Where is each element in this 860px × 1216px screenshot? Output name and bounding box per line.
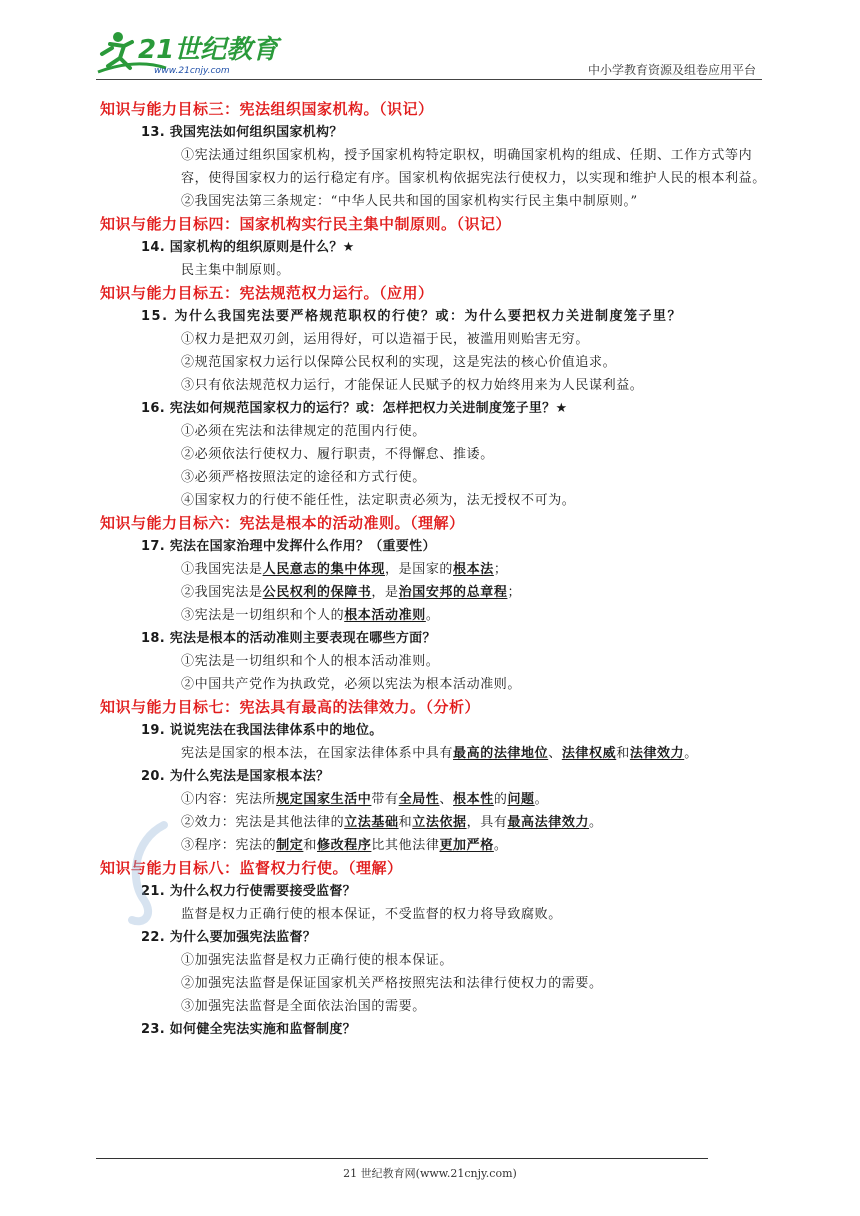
answer-line [100,558,770,581]
answer-line [100,903,770,926]
key-term: 根本性 [453,792,494,807]
section-title: 知识与能力目标七：宪法具有最高的法律效力。（分析） [100,698,481,716]
question: 20. 为什么宪法是国家根本法？ [141,769,330,784]
key-term: 根本法 [453,562,494,577]
footer-divider [96,1158,708,1159]
answer-text: ②加强宪法监督是保证国家机关严格按照宪法和法律行使权力的需要。 [181,976,603,991]
answer-line [100,581,770,604]
key-term: 公民权利的保障书 [262,585,372,600]
answer-text: ； [493,562,508,577]
answer-text: ，具有 [466,815,508,830]
section-title: 知识与能力目标八：监督权力行使。（理解） [100,859,403,877]
answer-text: 。 [425,608,440,623]
answer-line [100,351,770,374]
question: 23. 如何健全宪法实施和监督制度？ [141,1022,356,1037]
answer-text: ②规范国家权力运行以保障公民权利的实现，这是宪法的核心价值追求。 [181,355,617,370]
answer-line [100,190,770,213]
watermark-arrow-icon [124,820,174,930]
key-term: 治国安邦的总章程 [398,585,508,600]
logo-url: www.21cnjy.com [154,66,230,76]
answer-text: ③加强宪法监督是全面依法治国的需要。 [181,999,426,1014]
answer-line [100,328,770,351]
section-title: 知识与能力目标五：宪法规范权力运行。（应用） [100,284,434,302]
key-term: 问题 [507,792,535,807]
answer-text: ②我国宪法是 [181,585,263,600]
answer-text: ①宪法通过组织国家机构，授予国家机构特定职权，明确国家机构的组成、任期、工作方式等内容，使得国家权力的运行稳定有序。国家机构依据宪法行使权力，以实现和维护人民的根本利益。 [181,148,766,186]
answer-text: 监督是权力正确行使的根本保证，不受监督的权力将导致腐败。 [181,907,562,922]
key-term: 法律权威 [561,746,617,761]
answer-text: 。 [534,792,549,807]
answer-line [100,650,770,673]
logo-text: 21世纪教育 [138,35,279,65]
question: 16. 宪法如何规范国家权力的运行？或：怎样把权力关进制度笼子里？★ [141,401,568,416]
answer-line [100,788,770,811]
answer-text: 宪法是国家的根本法，在国家法律体系中具有 [181,746,454,761]
answer-text: ①必须在宪法和法律规定的范围内行使。 [181,424,426,439]
key-term: 法律效力 [629,746,685,761]
page-header [96,28,762,80]
key-term: 最高法律效力 [507,815,590,830]
answer-text: 比其他法律 [371,838,440,853]
answer-text: 、 [548,746,562,761]
answer-line [100,259,770,282]
answer-text: 和 [616,746,630,761]
answer-line [100,374,770,397]
document-body [100,98,770,1041]
answer-text: ①权力是把双刃剑，运用得好，可以造福于民，被滥用则贻害无穷。 [181,332,590,347]
answer-text: 、 [439,792,454,807]
answer-text: ①内容：宪法所 [181,792,277,807]
answer-text: ②我国宪法第三条规定：“中华人民共和国的国家机构实行民主集中制原则。” [181,194,638,209]
answer-text: 的 [493,792,508,807]
key-term: 更加严格 [439,838,494,853]
header-divider [96,79,762,80]
answer-text: 。 [493,838,508,853]
header-platform-text: 中小学教育资源及组卷应用平台 [587,63,756,77]
answer-text: ①宪法是一切组织和个人的根本活动准则。 [181,654,440,669]
answer-line [100,604,770,627]
key-term: 根本活动准则 [344,608,426,623]
answer-text: ①我国宪法是 [181,562,263,577]
key-term: 规定国家生活中 [276,792,372,807]
answer-line [100,443,770,466]
answer-text: ，是国家的 [385,562,454,577]
answer-text: 带有 [371,792,399,807]
answer-text: ②必须依法行使权力、履行职责，不得懈怠、推诿。 [181,447,494,462]
answer-line [100,811,770,834]
answer-text: ②效力：宪法是其他法律的 [181,815,345,830]
answer-line [100,949,770,972]
answer-text: 。 [684,746,698,761]
footer-text: 21 世纪教育网(www.21cnjy.com) [343,1167,517,1180]
answer-line [100,972,770,995]
key-term: 全局性 [398,792,440,807]
answer-text: 和 [398,815,413,830]
answer-text: 民主集中制原则。 [181,263,290,278]
answer-line [100,742,770,765]
key-term: 立法依据 [412,815,467,830]
answer-text: ③程序：宪法的 [181,838,277,853]
answer-text: 和 [303,838,318,853]
answer-text: ，是 [371,585,399,600]
answer-line [100,489,770,512]
question: 17. 宪法在国家治理中发挥什么作用？（重要性） [141,539,436,554]
answer-text: ④国家权力的行使不能任性，法定职责必须为，法无授权不可为。 [181,493,576,508]
question: 14. 国家机构的组织原则是什么？★ [141,240,355,255]
answer-text: ③宪法是一切组织和个人的 [181,608,345,623]
question: 21. 为什么权力行使需要接受监督？ [141,884,356,899]
answer-text: ； [507,585,522,600]
logo-21cnjy-icon [96,28,286,78]
question: 13. 我国宪法如何组织国家机构？ [141,125,343,140]
question: 18. 宪法是根本的活动准则主要表现在哪些方面？ [141,631,436,646]
answer-text: ③只有依法规范权力运行，才能保证人民赋予的权力始终用来为人民谋利益。 [181,378,644,393]
answer-line [100,466,770,489]
answer-line [100,144,770,190]
section-title: 知识与能力目标四：国家机构实行民主集中制原则。（识记） [100,215,512,233]
answer-line [100,420,770,443]
section-title: 知识与能力目标六：宪法是根本的活动准则。（理解） [100,514,465,532]
question: 15. 为什么我国宪法要严格规范职权的行使？或：为什么要把权力关进制度笼子里？ [141,309,683,324]
answer-text: 。 [589,815,603,830]
section-title: 知识与能力目标三：宪法组织国家机构。（识记） [100,100,434,118]
answer-text: ③必须严格按照法定的途径和方式行使。 [181,470,426,485]
key-term: 制定 [276,838,304,853]
answer-line [100,673,770,696]
question: 22. 为什么要加强宪法监督？ [141,930,317,945]
answer-text: ②中国共产党作为执政党，必须以宪法为根本活动准则。 [181,677,522,692]
key-term: 修改程序 [317,838,372,853]
answer-text: ①加强宪法监督是权力正确行使的根本保证。 [181,953,454,968]
key-term: 人民意志的集中体现 [262,562,386,577]
question: 19. 说说宪法在我国法律体系中的地位。 [141,723,383,738]
key-term: 最高的法律地位 [453,746,549,761]
key-term: 立法基础 [344,815,399,830]
answer-line [100,834,770,857]
answer-line [100,995,770,1018]
